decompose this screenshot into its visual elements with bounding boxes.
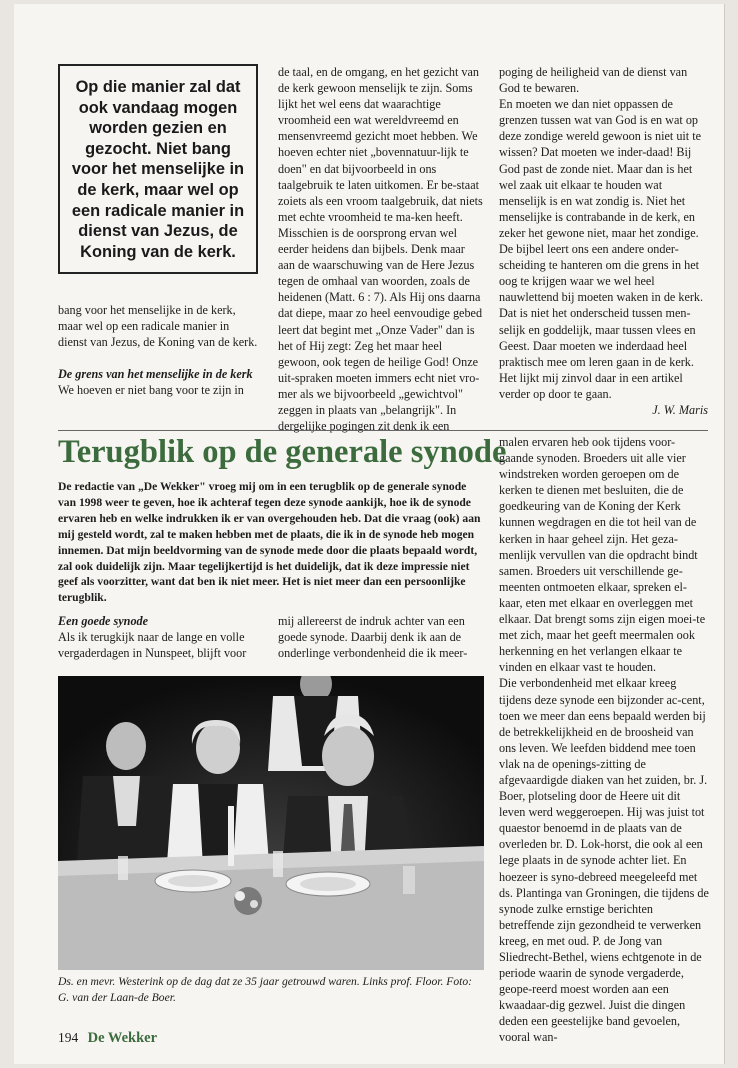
article1-col2-text: de taal, en de omgang, en het gezicht van de kerk gewoon menselijk te zijn. Soms lijkt het wel eens dat waarachtige vroomheid een wat wereldvreemd en mensenvreemd gezicht moet hebben. We hoeven echter niet „bovennatuur-lijk te doen" en dat bijvoorbeeld in ons taalgebruik te laten uitkomen. Er be-staat zoiets als een vroom taalgebruik, dat niets met echte vroomheid te ma-ken heeft. Misschien is de oorsprong ervan wel eerder heidens dan bijbels. Denk maar aan de waarschuwing van de Here Jezus tegen de omhaal van woorden, zoals de heidenen (Matt. 6 : 7). Als Hij ons daarna dat diepe, maar zo heel eenvoudige gebed leert dat begint met „Onze Vader" dan is het of Hij zegt: Zeg het maar heel gewoon, ook tegen de heilige God! Onze uit-spraken moeten immers echt niet vro-mer als we bijvoorbeeld „gewichtvol" zeggen in plaats van „belangrijk". In dergelijke pogingen zit denk ik een — [278, 65, 483, 434]
article1-column-2 — [278, 64, 484, 434]
article1-col3-paragraph-3: De bijbel leert ons een andere onder-scheiding te hanteren om die grens in het oog te krijgen waar we wel heel nauwlettend bij moeten waken in de kerk. — [499, 242, 704, 305]
article2-column-3 — [499, 434, 709, 1046]
author-signature: J. W. Maris — [652, 402, 708, 417]
article2-column-2 — [278, 613, 484, 661]
article1-col1-paragraph-2: We hoeven er niet bang voor te zijn in — [58, 383, 244, 398]
pull-quote-text: Op die manier zal dat ook vandaag mogen worden gezien en gezocht. Niet bang voor het menselijke in de kerk, maar wel op een radicale manier in dienst van Jezus, de Koning van de kerk. — [71, 78, 245, 261]
article1-column-3 — [499, 64, 708, 418]
article2-intro: De redactie van „De Wekker" vroeg mij om in een terugblik op de generale synode van 1998 weer te geven, hoe ik achteraf tegen deze synode aankijk, hoe ik de synode ervaren heb en welke indrukken ik er van overgehouden heb. Dat die vraag (ook) aan mij gesteld wordt, zal te maken hebben met de plaats, die ik in de synode heb mogen innemen. Dat mijn beeldvorming van de synode mede door die plaats bepaald wordt, zal ook duidelijk zijn. Maar tegelijkertijd is het duidelijk, dat ik deze impressie niet geef als voorzitter, want dat ben ik niet meer. Het is niet meer dan een persoonlijke terugblik. — [58, 480, 481, 605]
article1-subhead: De grens van het menselijke in de kerk — [58, 367, 253, 382]
article2-col2-text: mij allereerst de indruk achter van een goede synode. Daarbij denk ik aan de onderlinge verbondenheid die ik meer- — [278, 614, 468, 661]
photo-illustration — [58, 676, 484, 970]
article2-subhead: Een goede synode — [58, 614, 149, 628]
article2-col3-paragraph-2: Die verbondenheid met elkaar kreeg tijdens deze synode een bijzonder ac-cent, toen we meer dan eens bepaald werden bij de betrekkelijkheid en de broosheid van ons leven. We leefden biddend mee toen vlak na de openings-zitting de afgevaardigde diaken van het zuiden, br. J. Boer, plotseling door de Heere uit dit leven werd weggeroepen. Hij was juist tot quaestor benoemd in de plaats van de overleden br. D. Lok-horst, die ook al een lege plaats in de synode achter liet. En hoezeer is syno-debreed meegeleefd met ds. Plantinga van Groningen, die tijdens de synode zulke ernstige berichten betreffende zijn gezondheid te verwerken kreeg, en met oud. P. de Jong van Sliedrecht-Bethel, wiens echtgenote in de periode waarin de synode vergaderde, geope-reerd moest worden aan een kwaadaar-dig gezwel. Juist die dingen deden een geestelijke band gevoelen, vooral wan- — [499, 676, 709, 1045]
pull-quote-box — [58, 64, 258, 274]
page-footer — [58, 1030, 157, 1047]
article1-col1-paragraph: bang voor het menselijke in de kerk, maar wel op een radicale manier in dienst van Jezus, de Koning van de kerk. — [58, 303, 258, 350]
magazine-name: De Wekker — [87, 1030, 158, 1046]
page-number: 194 — [58, 1030, 79, 1045]
article2-headline: Terugblik op de generale synode — [58, 434, 507, 470]
article1-column-1 — [58, 302, 258, 398]
article1-col3-paragraph-4: Dat is niet het onderscheid tussen men-selijk en goddelijk, maar tussen vlees en Geest. Daar moeten we inderdaad heel praktisch mee om leren gaan in de kerk. Het lijkt mij zinvol daar in een artikel verder op door te gaan. — [499, 306, 696, 401]
photo-caption: Ds. en mevr. Westerink op de dag dat ze 35 jaar getrouwd waren. Links prof. Floor. Foto: G. van der Laan-de Boer. — [58, 975, 473, 1004]
article2-col3-paragraph-1: malen ervaren heb ook tijdens voor-gaande synoden. Broeders uit alle vier windstreken worden geroepen om de kerken te dienen met besluiten, die de goedkeuring van de Koning der Kerk kunnen wegdragen en die tot heil van de kerken in haar geheel zijn. Het geza-menlijk vervullen van die opdracht bindt samen. Broeders uit verschillende ge-meenten ontmoeten elkaar, spreken el-kaar, eten met elkaar en overleggen met elkaar. Dat brengt soms zijn eigen moei-te met zich, maar het geeft meermalen ook herkenning en het verlangen elkaar te vinden en elkaar vast te houden. — [499, 435, 706, 675]
event-photo — [58, 676, 484, 970]
article2-col1-text: Als ik terugkijk naar de lange en volle vergaderdagen in Nunspeet, blijft voor — [58, 630, 247, 661]
article2-column-1 — [58, 613, 264, 661]
article1-col3-paragraph-2: En moeten we dan niet oppassen de grenzen tussen wat van God is en wat op deze zondige wereld gewoon is niet uit te wissen? Dat moeten we inder-daad! Bij God past de zonde niet. Maar dan is het wel zaak uit elkaar te houden wat menselijk is en wat zondig is. Niet het menselijke is contrabande in de kerk, en zeker het gewone niet, maar het zondige. — [499, 97, 702, 240]
article1-col3-paragraph-1: poging de heiligheid van de dienst van God te bewaren. — [499, 65, 688, 96]
